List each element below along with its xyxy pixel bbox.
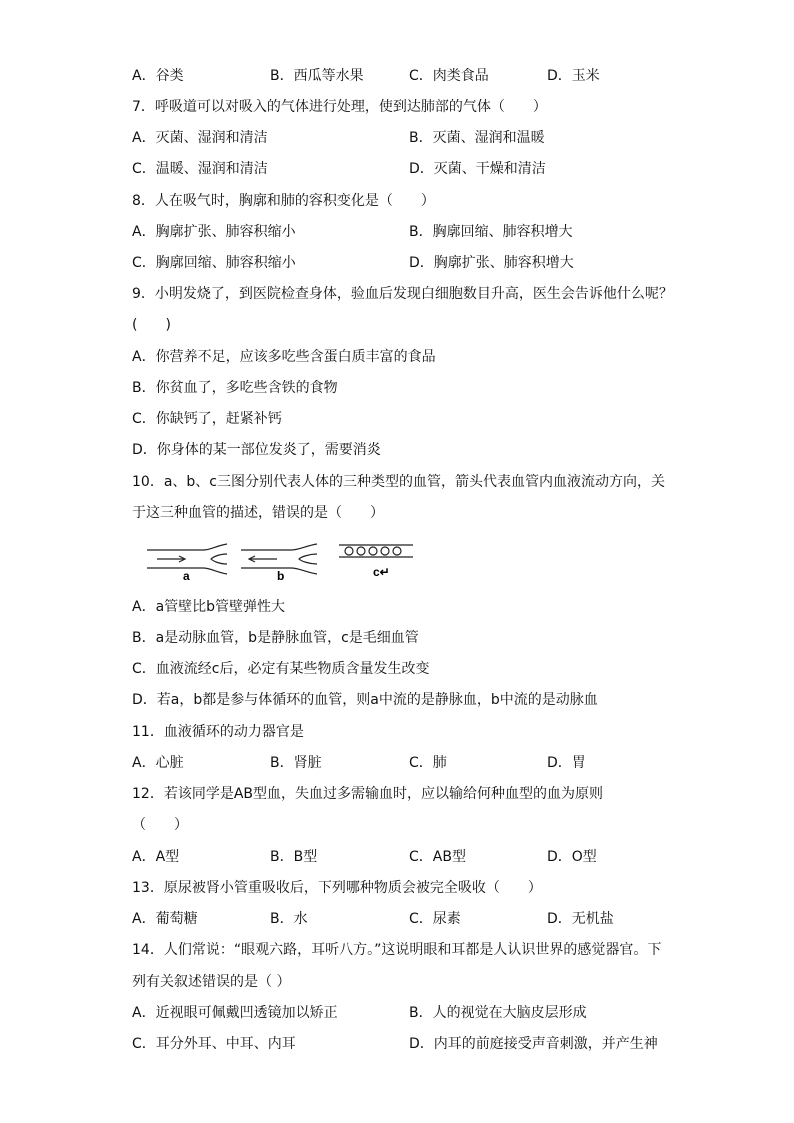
- q11-option-a: A．心脏: [132, 755, 184, 771]
- q10-stem-cont: 于这三种血管的描述，错误的是（ ）: [132, 505, 384, 521]
- q8-option-d: D．胸廓扩张、肺容积增大: [409, 255, 574, 271]
- q8-option-a: A．胸廓扩张、肺容积缩小: [132, 224, 296, 240]
- q6-option-a: A．谷类: [132, 68, 184, 84]
- q11-option-b: B．肾脏: [270, 755, 322, 771]
- q10-option-a: A．a管壁比b管壁弹性大: [132, 599, 286, 615]
- vessel-b-label: b: [277, 569, 285, 583]
- q10-option-d: D．若a，b都是参与体循环的血管，则a中流的是静脉血，b中流的是动脉血: [132, 692, 598, 708]
- q10-stem: 10．a、b、c三图分别代表人体的三种类型的血管，箭头代表血管内血液流动方向，关: [132, 474, 665, 490]
- vessel-a-label: a: [183, 569, 190, 583]
- q11-stem: 11．血液循环的动力器官是: [132, 724, 304, 740]
- q12-option-b: B．B型: [270, 849, 318, 865]
- q12-stem-cont: （ ）: [132, 817, 188, 833]
- q14-option-d: D．内耳的前庭接受声音刺激，并产生神: [409, 1036, 658, 1052]
- q7-option-d: D．灭菌、干燥和清洁: [409, 161, 546, 177]
- q11-option-d: D．胃: [547, 755, 586, 771]
- q9-option-a: A．你营养不足，应该多吃些含蛋白质丰富的食品: [132, 349, 436, 365]
- q7-stem: 7．呼吸道可以对吸入的气体进行处理，使到达肺部的气体（ ）: [132, 99, 547, 115]
- q10-option-c: C．血液流经c后，必定有某些物质含量发生改变: [132, 661, 430, 677]
- q12-option-a: A．A型: [132, 849, 180, 865]
- q7-option-c: C．温暖、湿润和清洁: [132, 161, 268, 177]
- vessel-c-label: c↵: [373, 565, 390, 579]
- q12-option-d: D．O型: [547, 849, 597, 865]
- q6-option-d: D．玉米: [547, 68, 600, 84]
- q7-option-b: B．灭菌、湿润和温暖: [409, 130, 545, 146]
- q8-option-c: C．胸廓回缩、肺容积缩小: [132, 255, 296, 271]
- q8-option-b: B．胸廓回缩、肺容积增大: [409, 224, 573, 240]
- q10-option-b: B．a是动脉血管，b是静脉血管，c是毛细血管: [132, 630, 419, 646]
- q9-option-b: B．你贫血了，多吃些含铁的食物: [132, 380, 338, 396]
- q9-stem-cont: ( ): [132, 317, 171, 333]
- q13-option-c: C．尿素: [409, 911, 461, 927]
- q12-option-c: C．AB型: [409, 849, 466, 865]
- q7-option-a: A．灭菌、湿润和清洁: [132, 130, 268, 146]
- blood-vessel-figure: [145, 538, 425, 584]
- q9-option-d: D．你身体的某一部位发炎了，需要消炎: [132, 442, 381, 458]
- q11-option-c: C．肺: [409, 755, 447, 771]
- q13-option-d: D．无机盐: [547, 911, 614, 927]
- q13-option-a: A．葡萄糖: [132, 911, 198, 927]
- q14-stem: 14．人们常说：“眼观六路，耳听八方。”这说明眼和耳都是人认识世界的感觉器官。下: [132, 942, 662, 958]
- q14-stem-cont: 列有关叙述错误的是（ ）: [132, 974, 291, 990]
- q6-option-c: C．肉类食品: [409, 68, 489, 84]
- q14-option-b: B．人的视觉在大脑皮层形成: [409, 1005, 587, 1021]
- q9-option-c: C．你缺钙了，赶紧补钙: [132, 411, 282, 427]
- q9-stem: 9．小明发烧了，到医院检查身体，验血后发现白细胞数目升高，医生会告诉他什么呢？: [132, 286, 673, 302]
- vessel-c-diagram: [339, 545, 413, 557]
- q14-option-c: C．耳分外耳、中耳、内耳: [132, 1036, 296, 1052]
- q8-stem: 8．人在吸气时，胸廓和肺的容积变化是（ ）: [132, 193, 435, 209]
- q13-option-b: B．水: [270, 911, 308, 927]
- q13-stem: 13．原尿被肾小管重吸收后，下列哪种物质会被完全吸收（ ）: [132, 880, 542, 896]
- q14-option-a: A．近视眼可佩戴凹透镜加以矫正: [132, 1005, 338, 1021]
- q6-option-b: B．西瓜等水果: [270, 68, 364, 84]
- q12-stem: 12．若该同学是AB型血，失血过多需输血时，应以输给何种血型的血为原则: [132, 786, 603, 802]
